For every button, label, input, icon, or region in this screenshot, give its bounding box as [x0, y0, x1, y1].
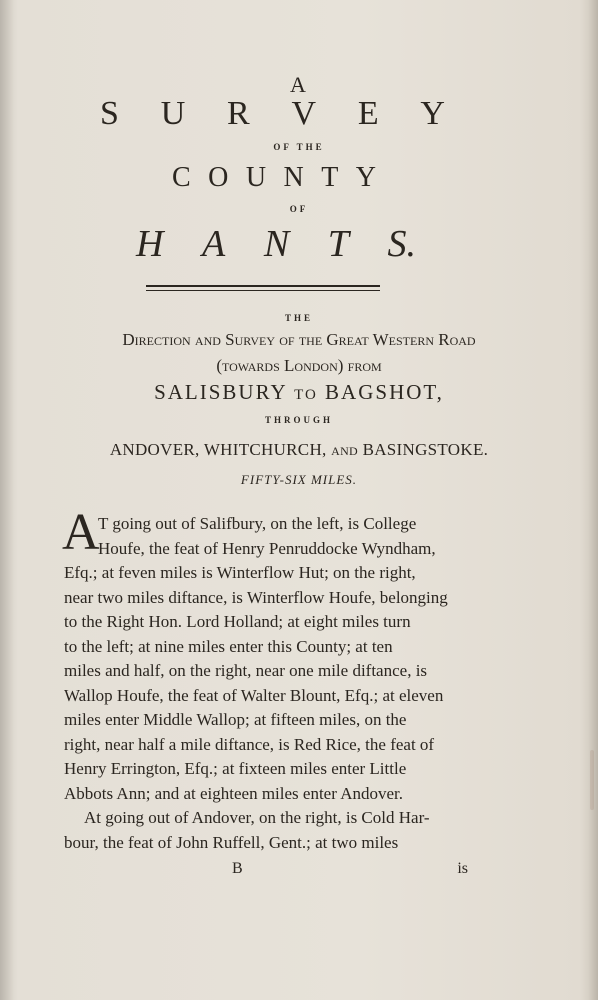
title-letter: T [321, 162, 339, 193]
title-letter: S [100, 95, 119, 132]
title-survey [100, 95, 445, 133]
title-letter: H [136, 223, 164, 265]
subtitle-towns: ANDOVER, WHITCHURCH, and BASINGSTOKE. [109, 440, 489, 459]
title-letter: Y [355, 162, 376, 193]
title-letter: C [172, 162, 191, 193]
title-hants [136, 222, 416, 266]
page-footer [232, 860, 468, 878]
title-letter: A [202, 223, 226, 265]
title-article: A [290, 72, 308, 97]
title-letter: U [160, 95, 186, 132]
text-line: miles enter Middle Wallop; at fifteen miles, on the [64, 710, 407, 729]
title-of-the: OF THE [273, 142, 325, 152]
text-line: Efq.; at feven miles is Winterflow Hut; on the right, [64, 563, 416, 582]
title-letter: Y [420, 95, 445, 132]
title-letter: N [263, 223, 290, 265]
subtitle-distance: FIFTY-SIX MILES. [240, 472, 358, 487]
title-letter: O [208, 162, 229, 193]
subtitle-towards: (towards London) from [216, 356, 382, 375]
page-stain [590, 750, 594, 810]
title-of: OF [289, 204, 309, 214]
text-line: Houfe, the feat of Henry Penruddocke Wyndham, [98, 538, 436, 558]
text-line: Henry Errington, Efq.; at fixteen miles enter Little [64, 759, 407, 778]
body-paragraphs [62, 504, 468, 855]
title-letter: U [245, 162, 267, 193]
signature-mark: B [232, 860, 243, 877]
catchword: is [457, 860, 468, 877]
text-line: to the Right Hon. Lord Holland; at eight miles turn [64, 612, 411, 631]
subtitle-route: SALISBURY to BAGSHOT, [154, 380, 444, 404]
text-line: T going out of Salifbury, on the left, is College [98, 514, 417, 533]
drop-cap: A [62, 504, 100, 561]
title-letter: N [283, 162, 304, 193]
title-letter: R [227, 95, 250, 132]
title-letter: E [357, 95, 379, 132]
double-rule-thick [146, 285, 380, 287]
text-line: to the left; at nine miles enter this County; at ten [64, 636, 393, 656]
title-county [172, 162, 376, 194]
subtitle-direction: Direction and Survey of the Great Western Road [122, 330, 476, 349]
text-line: miles and half, on the right, near one mile diftance, is [64, 661, 428, 680]
text-line: At going out of Andover, on the right, is Cold Har- [84, 808, 430, 827]
text-line: right, near half a mile diftance, is Red Rice, the feat of [64, 734, 435, 754]
title-letter: S. [387, 223, 416, 265]
text-line: near two miles diftance, is Winterflow Houfe, belonging [64, 587, 448, 607]
subtitle-the: THE [284, 313, 313, 323]
text-line: Wallop Houfe, the feat of Walter Blount, Efq.; at eleven [64, 685, 444, 705]
text-line: bour, the feat of John Ruffell, Gent.; at two miles [64, 832, 399, 852]
double-rule-thin [146, 290, 380, 291]
text-line: Abbots Ann; and at eighteen miles enter Andover. [64, 783, 403, 803]
subtitle-through: THROUGH [264, 415, 333, 425]
title-letter: V [291, 95, 317, 132]
title-letter: T [327, 223, 349, 265]
